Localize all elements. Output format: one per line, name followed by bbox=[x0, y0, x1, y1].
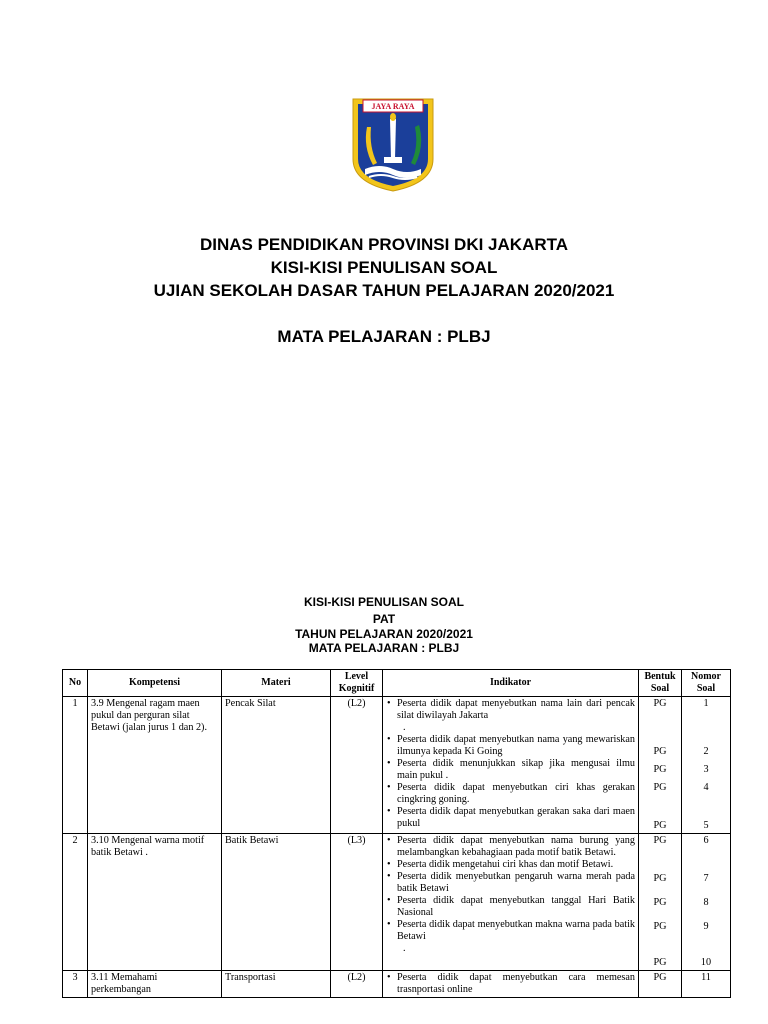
col-header-no: No bbox=[63, 670, 88, 697]
col-header-bentuk bbox=[639, 670, 682, 697]
cell-materi: Pencak Silat bbox=[222, 697, 331, 834]
cell-nomor: 11 bbox=[682, 971, 731, 998]
nomor-value: 7 bbox=[703, 873, 709, 884]
table-header-row bbox=[63, 670, 731, 697]
nomor-value: 6 bbox=[703, 835, 709, 846]
kisi-kisi-table bbox=[62, 669, 731, 998]
subheader-line-2: PAT bbox=[372, 612, 396, 626]
cell-level: (L3) bbox=[331, 834, 383, 971]
nomor-value: 9 bbox=[703, 921, 709, 932]
cell-no: 3 bbox=[63, 971, 88, 998]
indikator-item: • Peserta didik menunjukkan sikap jika mengusai ilmu main pukul . bbox=[397, 758, 635, 782]
subheader-line-1: KISI-KISI PENULISAN SOAL bbox=[303, 595, 464, 609]
logo-banner-text: JAYA RAYA bbox=[371, 102, 415, 111]
bentuk-value: PG bbox=[653, 835, 667, 846]
header-subject: MATA PELAJARAN : PLBJ bbox=[277, 327, 491, 346]
bentuk-value: PG bbox=[653, 698, 667, 709]
subheader-line-3: TAHUN PELAJARAN 2020/2021 bbox=[295, 627, 473, 641]
cell-materi: Batik Betawi bbox=[222, 834, 331, 971]
bentuk-value: PG bbox=[653, 764, 667, 775]
cell-no: 2 bbox=[63, 834, 88, 971]
table-row bbox=[63, 697, 731, 834]
cell-level: (L2) bbox=[331, 971, 383, 998]
col-header-materi: Materi bbox=[222, 670, 331, 697]
bentuk-value: PG bbox=[653, 957, 667, 968]
header-line-3: UJIAN SEKOLAH DASAR TAHUN PELAJARAN 2020/2021 bbox=[153, 281, 615, 300]
col-header-indikator: Indikator bbox=[383, 670, 639, 697]
col-header-bentuk-line1: Bentuk bbox=[644, 671, 676, 682]
cell-bentuk bbox=[639, 834, 682, 971]
col-header-kompetensi: Kompetensi bbox=[88, 670, 222, 697]
bentuk-value: PG bbox=[653, 897, 667, 908]
indikator-item: • Peserta didik mengetahui ciri khas dan motif Betawi. bbox=[397, 859, 635, 871]
cell-kompetensi: 3.10 Mengenal warna motif batik Betawi . bbox=[88, 834, 222, 971]
nomor-value: 2 bbox=[703, 746, 709, 757]
cell-kompetensi: 3.11 Memahami perkembangan bbox=[88, 971, 222, 998]
col-header-level-line2: Kognitif bbox=[338, 683, 375, 694]
cell-indikator bbox=[383, 971, 639, 998]
cell-level: (L2) bbox=[331, 697, 383, 834]
col-header-nomor-line2: Soal bbox=[696, 683, 716, 694]
bentuk-value: PG bbox=[653, 873, 667, 884]
nomor-value: 8 bbox=[703, 897, 709, 908]
indikator-item: • Peserta didik menyebutkan pengaruh warna merah pada batik Betawi bbox=[397, 871, 635, 895]
col-header-level-line1: Level bbox=[344, 671, 369, 682]
indikator-item: • Peserta didik dapat menyebutkan cara memesan trasnportasi online bbox=[397, 972, 635, 996]
cell-indikator bbox=[383, 834, 639, 971]
subheader-line-4: MATA PELAJARAN : PLBJ bbox=[308, 641, 460, 655]
jaya-raya-coat-of-arms-logo bbox=[351, 97, 435, 193]
cell-bentuk bbox=[639, 697, 682, 834]
table-row bbox=[63, 834, 731, 971]
nomor-value: 10 bbox=[700, 957, 712, 968]
bentuk-value: PG bbox=[653, 746, 667, 757]
bentuk-value: PG bbox=[653, 782, 667, 793]
col-header-nomor-line1: Nomor bbox=[691, 671, 721, 682]
table-row bbox=[63, 971, 731, 998]
nomor-value: 1 bbox=[703, 698, 709, 709]
cell-kompetensi: 3.9 Mengenal ragam maen pukul dan perguran silat Betawi (jalan jurus 1 dan 2). bbox=[88, 697, 222, 834]
nomor-value: 5 bbox=[703, 820, 709, 831]
indikator-text: Peserta didik dapat menyebutkan nama lain dari pencak silat diwilayah Jakarta bbox=[397, 698, 635, 721]
cell-indikator bbox=[383, 697, 639, 834]
nomor-value: 3 bbox=[703, 764, 709, 775]
indikator-dot: . bbox=[403, 722, 406, 733]
header-line-2: KISI-KISI PENULISAN SOAL bbox=[270, 258, 498, 277]
indikator-item: • Peserta didik dapat menyebutkan nama burung yang melambangkan kebahagiaan pada motif batik Betawi. bbox=[397, 835, 635, 859]
indikator-text: Peserta didik dapat menyebutkan makna warna pada batik Betawi bbox=[397, 919, 635, 942]
bentuk-value: PG bbox=[653, 820, 667, 831]
indikator-item: • Peserta didik dapat menyebutkan ciri khas gerakan cingkring goning. bbox=[397, 782, 635, 806]
header-line-1: DINAS PENDIDIKAN PROVINSI DKI JAKARTA bbox=[199, 235, 569, 254]
cell-materi: Transportasi bbox=[222, 971, 331, 998]
col-header-level bbox=[331, 670, 383, 697]
nomor-value: 4 bbox=[703, 782, 709, 793]
indikator-item bbox=[397, 698, 635, 734]
cell-bentuk: PG bbox=[639, 971, 682, 998]
cell-no: 1 bbox=[63, 697, 88, 834]
indikator-item: • Peserta didik dapat menyebutkan nama yang mewariskan ilmunya kepada Ki Going bbox=[397, 734, 635, 758]
cell-nomor bbox=[682, 834, 731, 971]
indikator-dot: . bbox=[403, 943, 406, 954]
col-header-bentuk-line2: Soal bbox=[650, 683, 670, 694]
bentuk-value: PG bbox=[653, 921, 667, 932]
col-header-nomor bbox=[682, 670, 731, 697]
indikator-item bbox=[397, 919, 635, 955]
indikator-item: • Peserta didik dapat menyebutkan tanggal Hari Batik Nasional bbox=[397, 895, 635, 919]
cell-nomor bbox=[682, 697, 731, 834]
indikator-item: • Peserta didik dapat menyebutkan gerakan saka dari maen pukul bbox=[397, 806, 635, 830]
